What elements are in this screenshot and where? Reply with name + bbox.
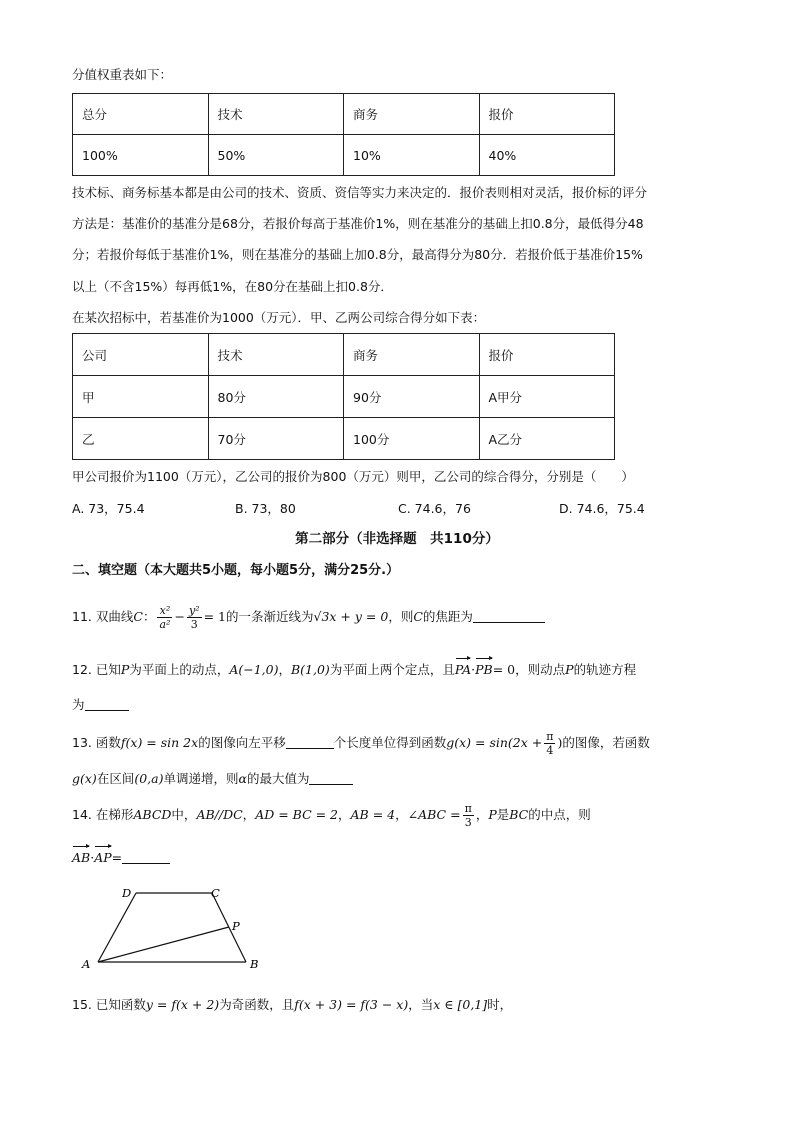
- q12-point-a: A(−1,0): [229, 662, 279, 677]
- q13-frac-den: 4: [546, 744, 554, 757]
- q14-frac-pi3: [463, 803, 474, 828]
- q14-var: P: [488, 807, 497, 822]
- q14-answer-blank[interactable]: [122, 849, 170, 864]
- q14-text: 的中点，则: [528, 807, 591, 822]
- q15-math: f(x + 3) = f(3 − x): [294, 997, 409, 1012]
- q12-text: ，则动点: [515, 662, 566, 677]
- q11-var: C: [133, 609, 143, 624]
- figure-spacer: [98, 892, 244, 962]
- trapezoid-figure: [72, 880, 272, 975]
- q11-answer-blank[interactable]: [473, 608, 545, 623]
- score-header-business: 商务: [344, 334, 480, 376]
- q15-text: 已知函数: [95, 997, 146, 1012]
- q11-frac-den: a²: [159, 618, 171, 631]
- q11-text: 的焦距为: [422, 609, 473, 624]
- q11-frac-num: x²: [157, 605, 172, 618]
- q12-text: ，: [278, 662, 291, 677]
- option-b: B. 73，80: [235, 501, 296, 516]
- weights-header-business: 商务: [344, 94, 480, 135]
- weights-header-tech: 技术: [208, 94, 344, 135]
- q13-frac-num: π: [546, 730, 554, 743]
- intro-text: 分值权重表如下：: [72, 67, 173, 82]
- q13-text: 函数: [95, 735, 121, 750]
- weights-cell-total: 100%: [73, 135, 209, 176]
- q14-vector-ap: AP: [94, 850, 112, 865]
- score-cell: A乙分: [479, 418, 615, 460]
- q14-text: ，: [338, 807, 351, 822]
- para-line-1: 技术标、商务标基本都是由公司的技术、资质、资信等实力来决定的．报价表则相对灵活，报价标的评分: [72, 185, 648, 200]
- question-12-line-1: [72, 661, 636, 679]
- q12-text: 的轨迹方程: [573, 662, 637, 677]
- q13-math: ): [557, 735, 563, 750]
- option-a: A. 73，75.4: [72, 501, 145, 516]
- score-cell: 甲: [73, 376, 209, 418]
- q14-math: =: [111, 850, 123, 865]
- q14-text: 是: [496, 807, 510, 822]
- weights-table: [72, 93, 615, 176]
- weights-cell-price: 40%: [479, 135, 615, 176]
- q14-text: 在梯形: [95, 807, 134, 822]
- q11-frac-num: y²: [188, 604, 200, 617]
- label-a: A: [82, 957, 91, 971]
- q14-vector-ab: AB: [72, 850, 91, 865]
- table-row: [73, 418, 615, 460]
- q13-answer-blank-1[interactable]: [286, 734, 334, 749]
- q15-domain: x ∈ [0,1]: [433, 997, 488, 1012]
- q13-text: 个长度单位得到函数: [333, 735, 447, 750]
- q11-math: = 1: [203, 609, 226, 624]
- edge-ad: [98, 893, 136, 962]
- q14-var: ABCD: [133, 807, 172, 822]
- q12-vector-pa: PA: [454, 662, 472, 677]
- q11-text: ，则: [388, 609, 414, 624]
- para-line-3: 分；若报价每低于基准价1%，则在基准分的基础上加0.8分，最高得分为80分．若报价低于基准价15%: [72, 247, 643, 262]
- q13-func-f: f(x) = sin 2x: [120, 735, 199, 750]
- q12-answer-blank[interactable]: [85, 696, 129, 711]
- q13-text: 单调递增，则: [163, 771, 239, 786]
- score-table: [72, 333, 615, 460]
- q13-func-g: g(x) = sin(2x +: [446, 735, 543, 750]
- part2-title: 第二部分（非选择题 共110分）: [295, 531, 499, 547]
- q10-question-text: 甲公司报价为1100（万元），乙公司的报价为800（万元）则甲，乙公司的综合得分，分别是（ ）: [72, 469, 634, 484]
- score-cell: 乙: [73, 418, 209, 460]
- q14-text: ，: [395, 807, 408, 822]
- q11-text: 的一条渐近线为: [225, 609, 314, 624]
- q13-func-g: g(x): [72, 771, 97, 786]
- label-d: D: [122, 886, 132, 900]
- score-header-company: 公司: [73, 334, 209, 376]
- q11-var: C: [413, 609, 423, 624]
- q11-text: 双曲线: [95, 609, 134, 624]
- q14-dot: ·: [90, 850, 95, 865]
- option-c: C. 74.6，76: [398, 501, 471, 516]
- q14-frac-den: 3: [464, 816, 472, 829]
- score-cell: 100分: [344, 418, 480, 460]
- table-row: [73, 376, 615, 418]
- q11-number: 11.: [72, 609, 92, 624]
- weights-cell-tech: 50%: [208, 135, 344, 176]
- weights-header-total: 总分: [73, 94, 209, 135]
- q15-func: y = f(x + 2): [145, 997, 220, 1012]
- weights-header-price: 报价: [479, 94, 615, 135]
- q13-frac-pi4: [544, 731, 555, 756]
- para-line-4: 以上（不含15%）每再低1%，在80分在基础上扣0.8分．: [72, 279, 393, 294]
- q14-math: AB//DC: [196, 807, 243, 822]
- score-cell: 80分: [208, 376, 344, 418]
- q11-minus: −: [174, 609, 185, 624]
- question-11: [72, 597, 545, 637]
- para-line-5: 在某次招标中，若基准价为1000（万元）．甲、乙两公司综合得分如下表：: [72, 310, 486, 325]
- q13-text: 的图像向左平移: [198, 735, 286, 750]
- q13-answer-blank-2[interactable]: [309, 770, 353, 785]
- question-13-line-2: [72, 770, 353, 788]
- q12-var: P: [565, 662, 574, 677]
- q12-var: P: [120, 662, 130, 677]
- q14-math: AB = 4: [350, 807, 396, 822]
- q12-point-b: B(1,0): [290, 662, 330, 677]
- q13-text: 的最大值为: [246, 771, 310, 786]
- q11-frac-den: 3: [190, 618, 198, 631]
- q14-text: 中，: [171, 807, 197, 822]
- q14-frac-num: π: [464, 802, 472, 815]
- question-14-line-2: [72, 849, 170, 867]
- q12-math: = 0: [492, 662, 516, 677]
- question-13-line-1: [72, 723, 650, 763]
- question-15: [72, 996, 512, 1014]
- q15-text: 为奇函数，且: [219, 997, 295, 1012]
- section-title: 二、填空题（本大题共5小题，每小题5分，满分25分.）: [72, 563, 400, 578]
- label-c: C: [211, 886, 220, 900]
- q14-var: BC: [509, 807, 529, 822]
- option-d: D. 74.6，75.4: [559, 501, 645, 516]
- q11-frac-y: [187, 605, 202, 630]
- q12-number: 12.: [72, 662, 92, 677]
- question-14-line-1: [72, 795, 591, 835]
- q11-math: √3x + y = 0: [313, 609, 389, 624]
- score-cell: 70分: [208, 418, 344, 460]
- q15-number: 15.: [72, 997, 92, 1012]
- q12-text: 已知: [95, 662, 121, 677]
- label-p: P: [232, 919, 240, 933]
- q14-text: ，: [475, 807, 489, 822]
- weights-cell-business: 10%: [344, 135, 480, 176]
- q13-interval: (0,a): [134, 771, 164, 786]
- q12-dot: ·: [471, 662, 476, 677]
- q14-number: 14.: [72, 807, 92, 822]
- score-header-tech: 技术: [208, 334, 344, 376]
- label-b: B: [250, 957, 259, 971]
- q13-var: α: [238, 771, 247, 786]
- q12-text: 为: [72, 697, 85, 712]
- q13-text: 在区间: [96, 771, 135, 786]
- q12-vector-pb: PB: [475, 662, 493, 677]
- q14-math: AD = BC = 2: [255, 807, 339, 822]
- score-header-price: 报价: [479, 334, 615, 376]
- q15-text: ，当: [408, 997, 434, 1012]
- q12-text: 为平面上的动点，: [129, 662, 230, 677]
- q13-number: 13.: [72, 735, 92, 750]
- q14-angle: ∠ABC =: [407, 807, 461, 822]
- score-cell: A甲分: [479, 376, 615, 418]
- q11-text: ：: [142, 609, 156, 624]
- score-cell: 90分: [344, 376, 480, 418]
- para-line-2: 方法是：基准价的基准分是68分，若报价每高于基准价1%，则在基准分的基础上扣0.8分，最低得分48: [72, 216, 644, 231]
- q11-frac-x: [157, 605, 172, 630]
- q14-text: ，: [242, 807, 256, 822]
- q13-text: 的图像，若函数: [562, 735, 650, 750]
- q15-text: 时，: [487, 997, 513, 1012]
- q12-text: 为平面上两个定点，且: [329, 662, 455, 677]
- segment-ap: [98, 927, 229, 962]
- question-12-line-2: [72, 696, 129, 714]
